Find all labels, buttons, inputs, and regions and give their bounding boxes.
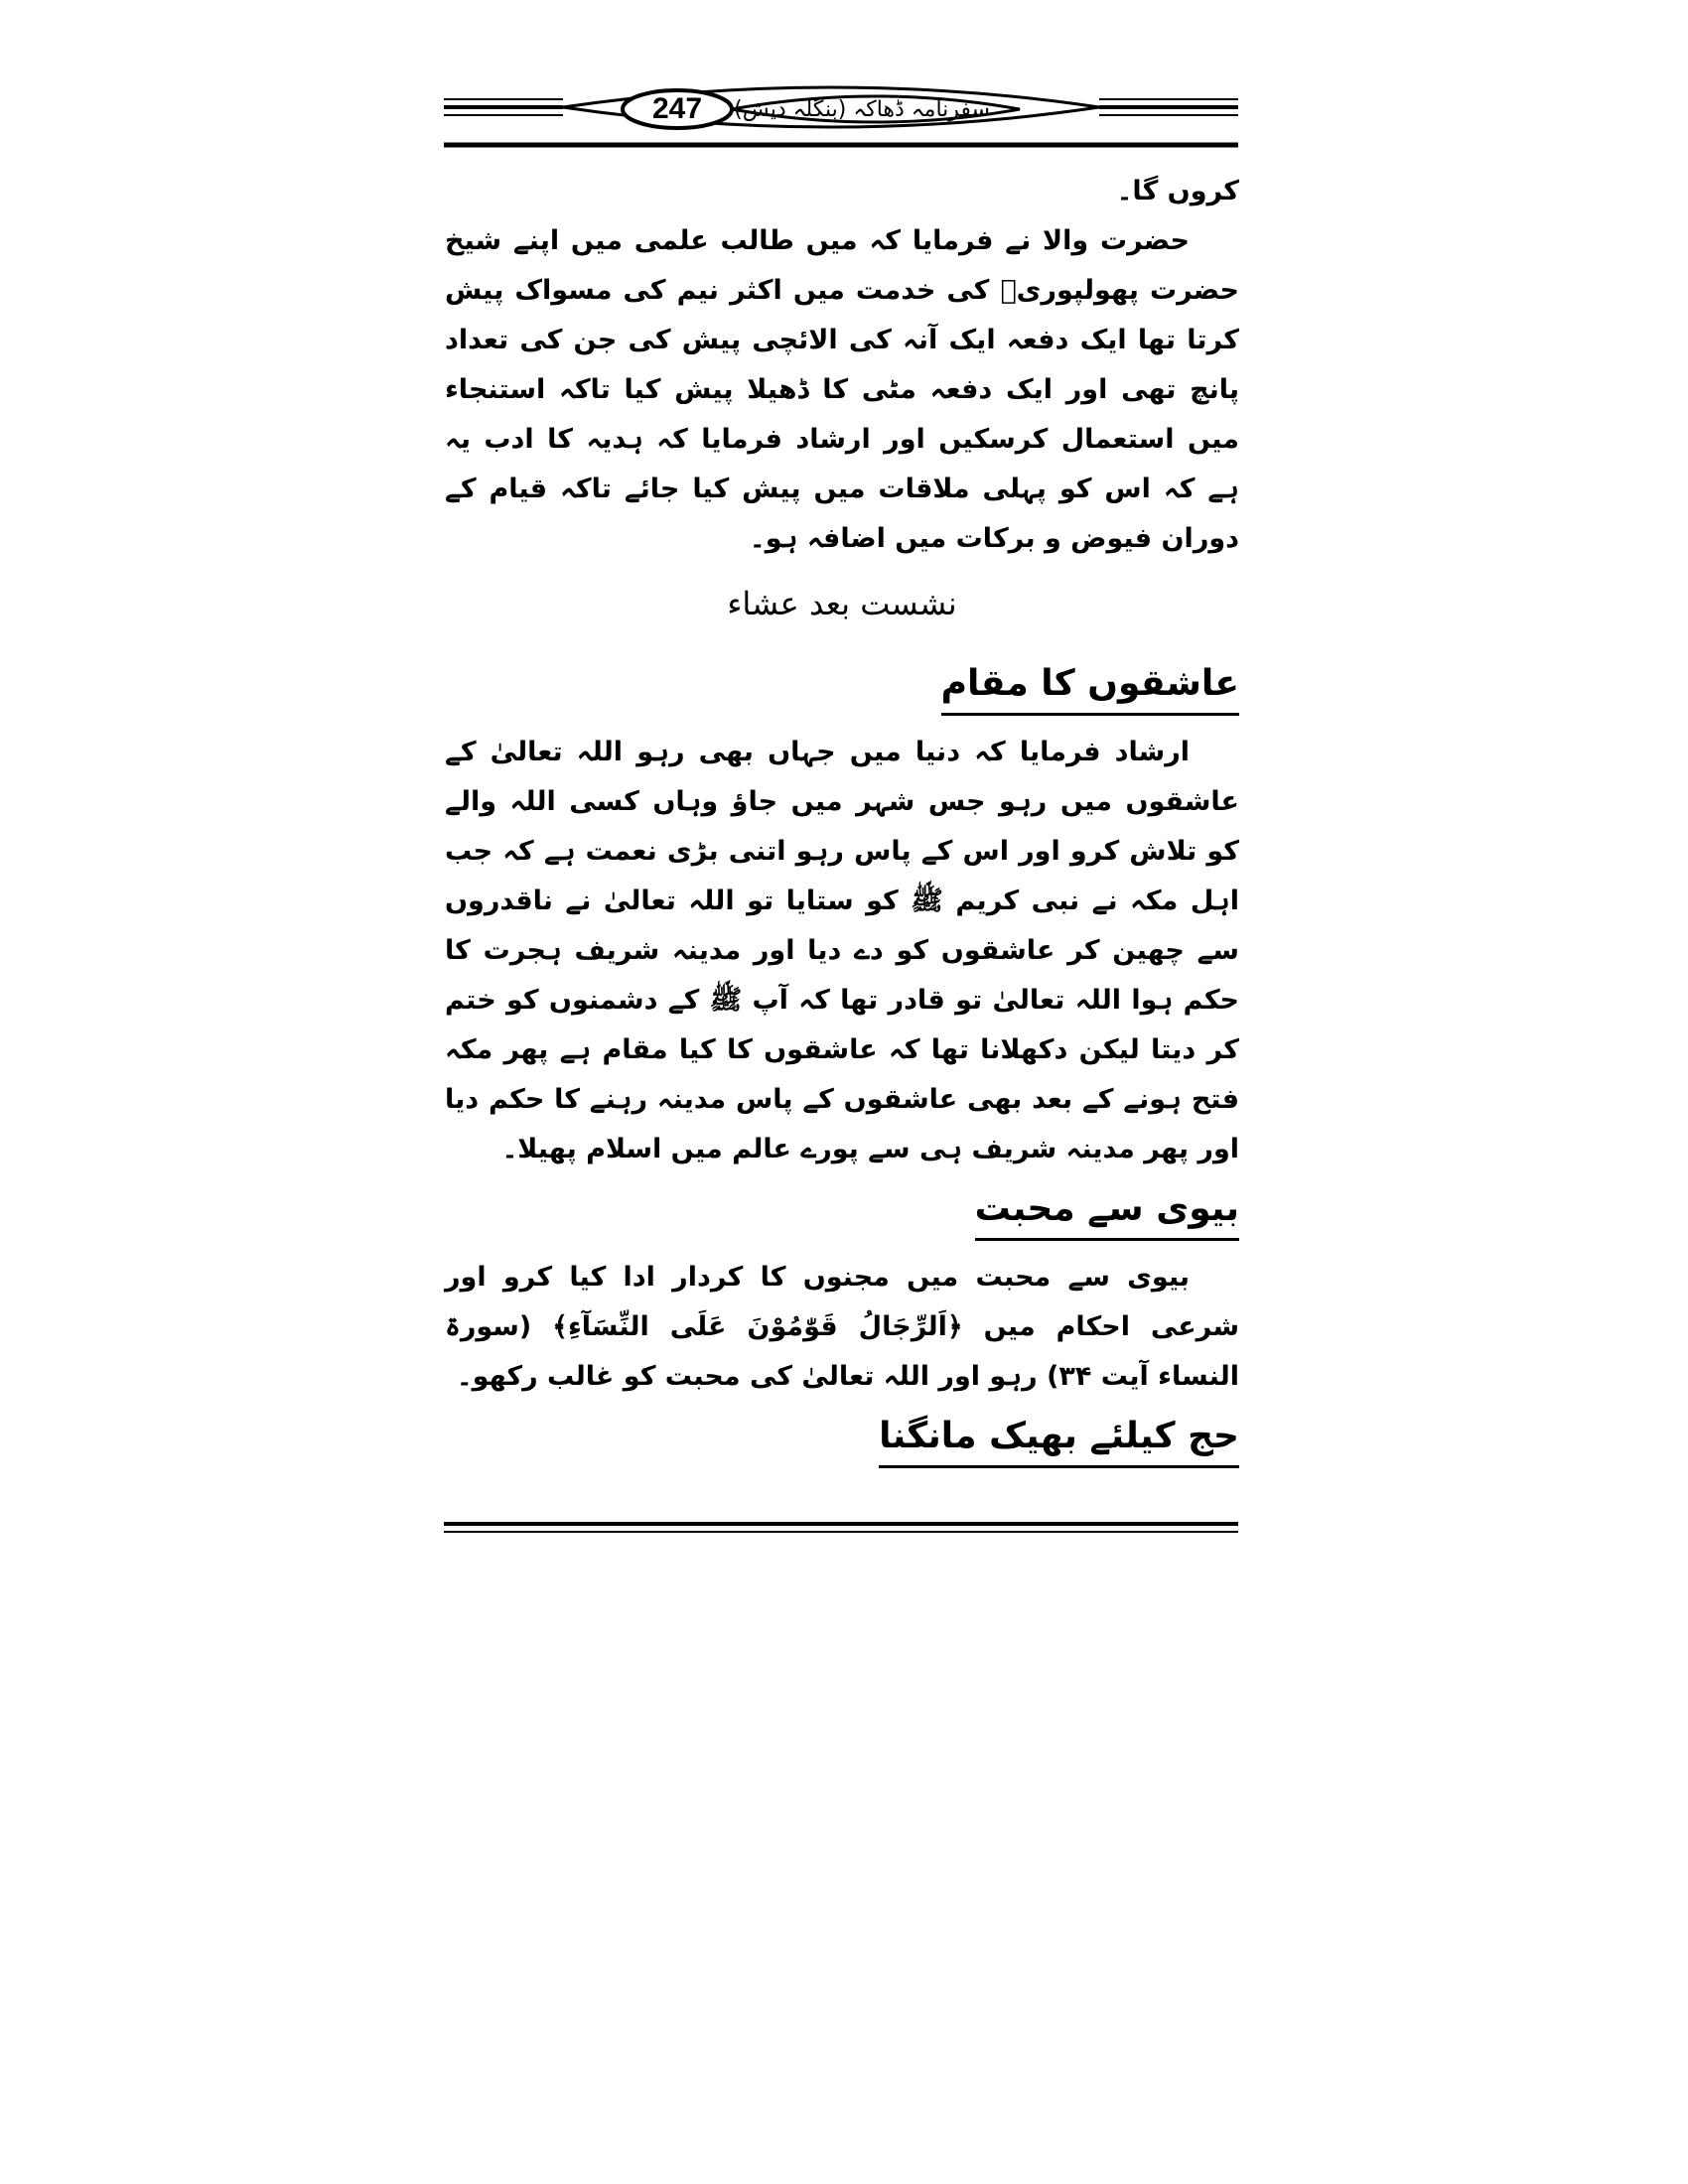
section-heading-begging-for-hajj: حج کیلئے بھیک مانگنا <box>879 1412 1239 1468</box>
footer-rule <box>444 1522 1238 1536</box>
page-content <box>445 167 1239 1480</box>
subheading-session: نشست بعد عشاء <box>727 585 957 622</box>
paragraph-continuation: کروں گا۔ <box>1116 176 1239 206</box>
section-text-love-for-wife: بیوی سے محبت میں مجنوں کا کردار ادا کیا کرو اور شرعی احکام میں ﴿اَلرِّجَالُ قَوّٰمُوْنَ عَلَی النِّسَآءِ﴾ (سورۃ النساء آیت ۳۴) رہو اور اللہ تعالیٰ کی محبت کو غالب رکھو۔ <box>445 1262 1239 1392</box>
paragraph-hadiya: حضرت والا نے فرمایا کہ میں طالب علمی میں اپنے شیخ حضرت پھولپوریؒ کی خدمت میں اکثر نیم کی مسواک پیش کرتا تھا ایک دفعہ ایک آنہ کی الائچی پیش کی جن کی تعداد پانچ تھی اور ایک دفعہ مٹی کا ڈھیلا پیش کیا تاکہ استنجاء میں استعمال کرسکیں اور ارشاد فرمایا کہ ہدیہ کا ادب یہ ہے کہ اس کو پہلی ملاقات میں پیش کیا جائے تاکہ قیام کے دوران فیوض و برکات میں اضافہ ہو۔ <box>445 225 1239 554</box>
running-header-title: سفرنامہ ڈھاکہ (بنگلہ دیش) <box>734 97 990 122</box>
section-text-lovers-status: ارشاد فرمایا کہ دنیا میں جہاں بھی رہو اللہ تعالیٰ کے عاشقوں میں رہو جس شہر میں جاؤ وہاں کسی اللہ والے کو تلاش کرو اور اس کے پاس رہو اتنی بڑی نعمت ہے کہ جب اہل مکہ نے نبی کریم ﷺ کو ستایا تو اللہ تعالیٰ نے ناقدروں سے چھین کر عاشقوں کو دے دیا اور مدینہ شریف ہجرت کا حکم ہوا اللہ تعالیٰ تو قادر تھا کہ آپ ﷺ کے دشمنوں کو ختم کر دیتا لیکن دکھلانا تھا کہ عاشقوں کا کیا مقام ہے پھر مکہ فتح ہونے کے بعد بھی عاشقوں کے پاس مدینہ رہنے کا حکم دیا اور پھر مدینہ شریف ہی سے پورے عالم میں اسلام پھیلا۔ <box>445 737 1239 1164</box>
page-header <box>444 79 1238 159</box>
section-heading-lovers-status: عاشقوں کا مقام <box>941 659 1239 716</box>
page-number: 247 <box>651 92 703 125</box>
section-heading-love-for-wife: بیوی سے محبت <box>975 1184 1239 1241</box>
